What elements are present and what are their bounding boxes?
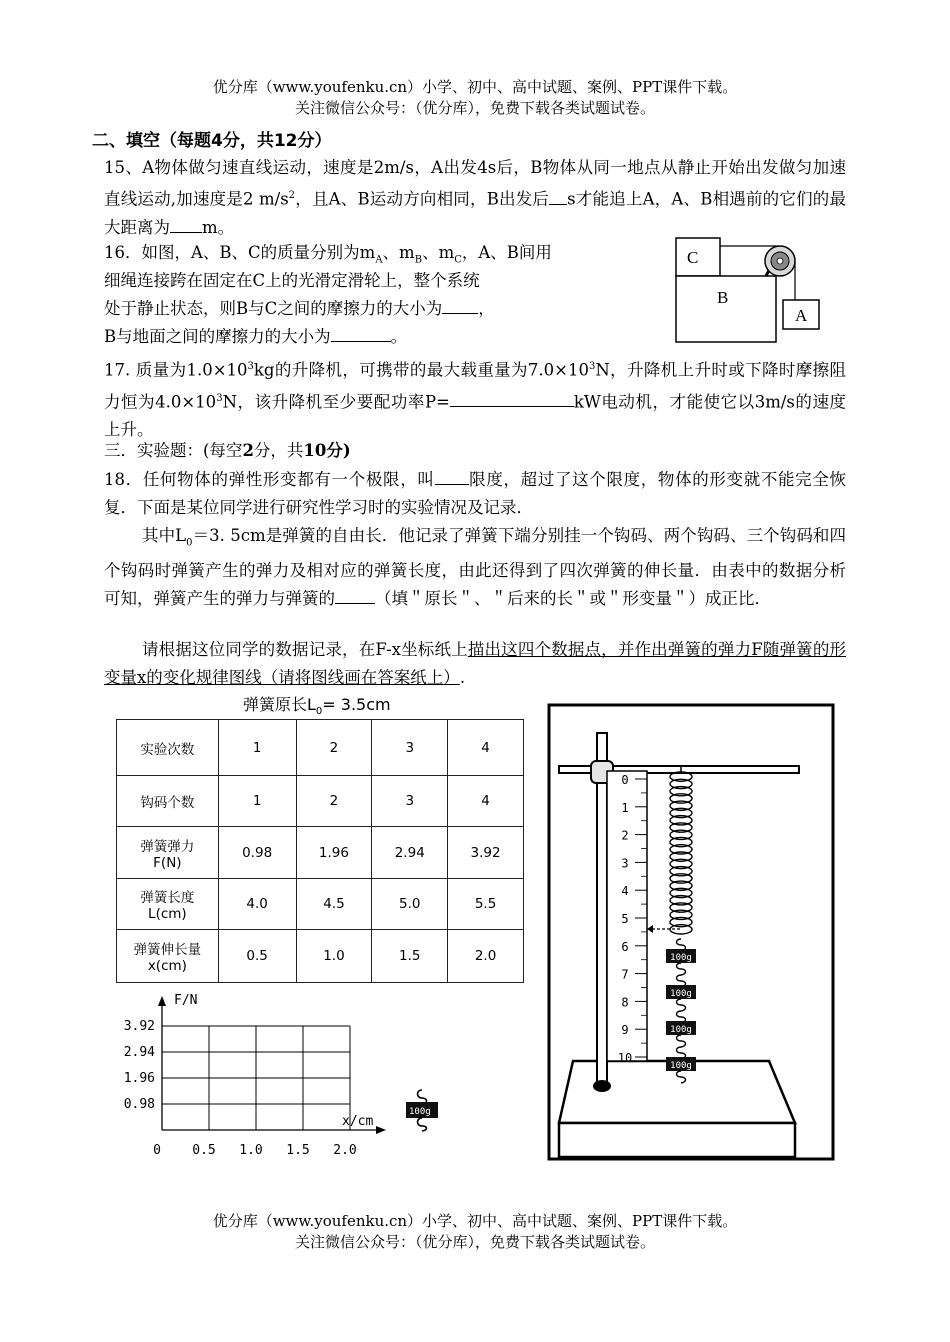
ruler-tick-label: 8 <box>621 995 629 1010</box>
table-row <box>117 827 524 879</box>
ruler-tick-label: 0 <box>621 773 629 787</box>
ruler-tick-label: 2 <box>621 828 629 843</box>
x-tick-label: 1.0 <box>239 1143 263 1158</box>
table-row <box>117 879 524 930</box>
x-tick-label: 1.5 <box>286 1143 310 1158</box>
underlined-instruction: 描出这四个数据点，并作出弹簧的弹力F随弹簧的形变量x的变化规律图线（请将图线画在答案纸上） <box>104 640 846 687</box>
row-label: 弹簧长度 L(cm) <box>117 879 219 930</box>
header-line-1: 优分库（www.youfenku.cn）小学、初中、高中试题、案例、PPT课件下载。 <box>212 78 738 96</box>
block-b <box>676 276 776 342</box>
question-16-line-4: B与地面之间的摩擦力的大小为 。 <box>104 323 407 351</box>
section-3-title: 三．实验题：(每空2分，共10分) <box>104 441 351 460</box>
table-cell: 2 <box>296 776 372 827</box>
answer-blank[interactable] <box>331 323 391 342</box>
spring-apparatus-figure <box>547 703 837 1163</box>
table-cell: 1.0 <box>296 930 372 983</box>
ruler-tick-label: 1 <box>621 800 629 815</box>
table-row <box>117 776 524 827</box>
question-16-line-1: 16．如图，A、B、C的质量分别为$m_A$、$m_B$、$m_C$，A、B间用 <box>104 243 552 266</box>
question-16-line-2: 细绳连接跨在固定在C上的光滑定滑轮上，整个系统 <box>104 271 480 290</box>
x-tick-label: 2.0 <box>333 1143 357 1158</box>
base-front <box>559 1123 795 1157</box>
table-cell: 4.0 <box>218 879 296 930</box>
table-cell: 3 <box>372 776 448 827</box>
weight-label: 100g <box>670 1025 692 1035</box>
table-cell: 4.5 <box>296 879 372 930</box>
block-c-label: C <box>687 248 699 267</box>
table-cell: 3.92 <box>448 827 524 879</box>
x-tick-label: 0 <box>153 1143 161 1158</box>
table-row <box>117 720 524 776</box>
answer-blank[interactable] <box>442 295 478 314</box>
ruler-tick-label: 5 <box>621 912 629 926</box>
y-tick-label: 3.92 <box>123 1019 155 1034</box>
ruler-tick-label: 7 <box>621 967 629 982</box>
answer-blank[interactable] <box>335 585 375 604</box>
table-cell: 1.96 <box>296 827 372 879</box>
row-label: 钩码个数 <box>117 776 219 827</box>
table-cell: 0.98 <box>218 827 296 879</box>
question-15: 15、A物体做匀速直线运动，速度是2m/s，A出发4s后，B物体从同一地点从静止开始出发做匀加速直线运动,加速度是2 $m/s^2$，且A、B运动方向相同，B出发后 s才能追上A，A、B相遇前的它们的最大距离为 m。 <box>104 158 846 237</box>
ruler-tick-label: 3 <box>621 856 629 871</box>
table-title: 弹簧原长$L_0= 3.5cm$ <box>243 695 391 718</box>
block-b-label: B <box>717 288 729 307</box>
table-cell: 1 <box>218 776 296 827</box>
footer-line-2: 关注微信公众号：（优分库），免费下载各类试题试卷。 <box>294 1233 655 1251</box>
weight-label: 100g <box>670 953 692 963</box>
ruler-tick-label: 10 <box>617 1051 633 1065</box>
row-label: 实验次数 <box>117 720 219 776</box>
weight-label: 100g <box>409 1107 431 1117</box>
x-axis-label: x/cm <box>342 1114 374 1129</box>
pulley-block-figure <box>670 233 830 345</box>
hook-weight-icon <box>402 1088 442 1132</box>
pulley-axle <box>777 258 783 264</box>
question-18-paragraph-1: 18．任何物体的弹性形变都有一个极限，叫 限度，超过了这个限度，物体的形变就不能完全恢复．下面是某位同学进行研究性学习时的实验情况及记录． <box>104 466 846 522</box>
table-cell: 1.5 <box>372 930 448 983</box>
answer-blank[interactable] <box>435 466 469 485</box>
question-18-paragraph-2: 其中$L_0=3$. 5cm是弹簧的自由长．他记录了弹簧下端分别挂一个钩码、两个钩码、三个钩码和四个钩码时弹簧产生的弹力及相对应的弹簧长度，由此还得到了四次弹簧的伸长量．由表中的数据分析可知，弹簧产生的弹力与弹簧的 （填＂原长＂、＂后来的长＂或＂形变量＂）成正比． <box>104 526 846 609</box>
answer-blank[interactable] <box>450 388 574 407</box>
spring-data-table <box>116 719 524 983</box>
table-cell: 0.5 <box>218 930 296 983</box>
y-tick-label: 2.94 <box>123 1045 155 1060</box>
table-cell: 2 <box>296 720 372 776</box>
x-axis-arrow <box>376 1126 386 1134</box>
ruler-tick-label: 6 <box>621 939 629 954</box>
y-tick-label: 1.96 <box>123 1071 155 1086</box>
table-cell: 4 <box>448 720 524 776</box>
y-tick-label: 0.98 <box>123 1097 155 1112</box>
table-cell: 3 <box>372 720 448 776</box>
table-cell: 2.0 <box>448 930 524 983</box>
y-tick-labels <box>124 1019 155 1112</box>
row-label: 弹簧伸长量 x(cm) <box>117 930 219 983</box>
y-axis-label: F/N <box>174 993 198 1008</box>
block-a-label: A <box>795 306 808 325</box>
weight-label: 100g <box>670 1061 692 1071</box>
answer-blank[interactable] <box>549 186 567 205</box>
ruler-tick-label: 4 <box>621 884 629 899</box>
y-axis-arrow <box>158 996 166 1006</box>
x-tick-labels <box>153 1143 357 1158</box>
question-16-line-3: 处于静止状态，则B与C之间的摩擦力的大小为 ， <box>104 295 495 323</box>
row-label: 弹簧弹力 F(N) <box>117 827 219 879</box>
table-cell: 5.5 <box>448 879 524 930</box>
table-cell: 1 <box>218 720 296 776</box>
table-row <box>117 930 524 983</box>
question-17: 17. 质量为$1.0\times 10^3kg$的升降机，可携带的最大载重量为$7.0\times 10^3N$，升降机上升时或下降时摩擦阻力恒为$4.0\times 10^3N$，该升降机至少要配功率P= kW电动机，才能使它以3m/s的速度上升。 <box>104 360 847 439</box>
rod-foot <box>593 1080 611 1092</box>
table-cell: 4 <box>448 776 524 827</box>
header-line-2: 关注微信公众号：（优分库），免费下载各类试题试卷。 <box>294 99 655 117</box>
f-x-grid <box>110 990 400 1160</box>
question-18-paragraph-3: 请根据这位同学的数据记录，在F-x坐标纸上描出这四个数据点，并作出弹簧的弹力F随弹簧的形变量x的变化规律图线（请将图线画在答案纸上）. <box>104 640 846 687</box>
answer-blank[interactable] <box>170 214 202 233</box>
table-cell: 5.0 <box>372 879 448 930</box>
grid-lines <box>162 1026 350 1130</box>
ruler-tick-label: 9 <box>621 1023 629 1038</box>
footer-line-1: 优分库（www.youfenku.cn）小学、初中、高中试题、案例、PPT课件下载。 <box>212 1212 738 1230</box>
table-cell: 2.94 <box>372 827 448 879</box>
x-tick-label: 0.5 <box>192 1143 216 1158</box>
weight-label: 100g <box>670 989 692 999</box>
stand-rod <box>597 733 607 1085</box>
section-2-title: 二、填空（每题4分，共12分） <box>92 131 332 151</box>
